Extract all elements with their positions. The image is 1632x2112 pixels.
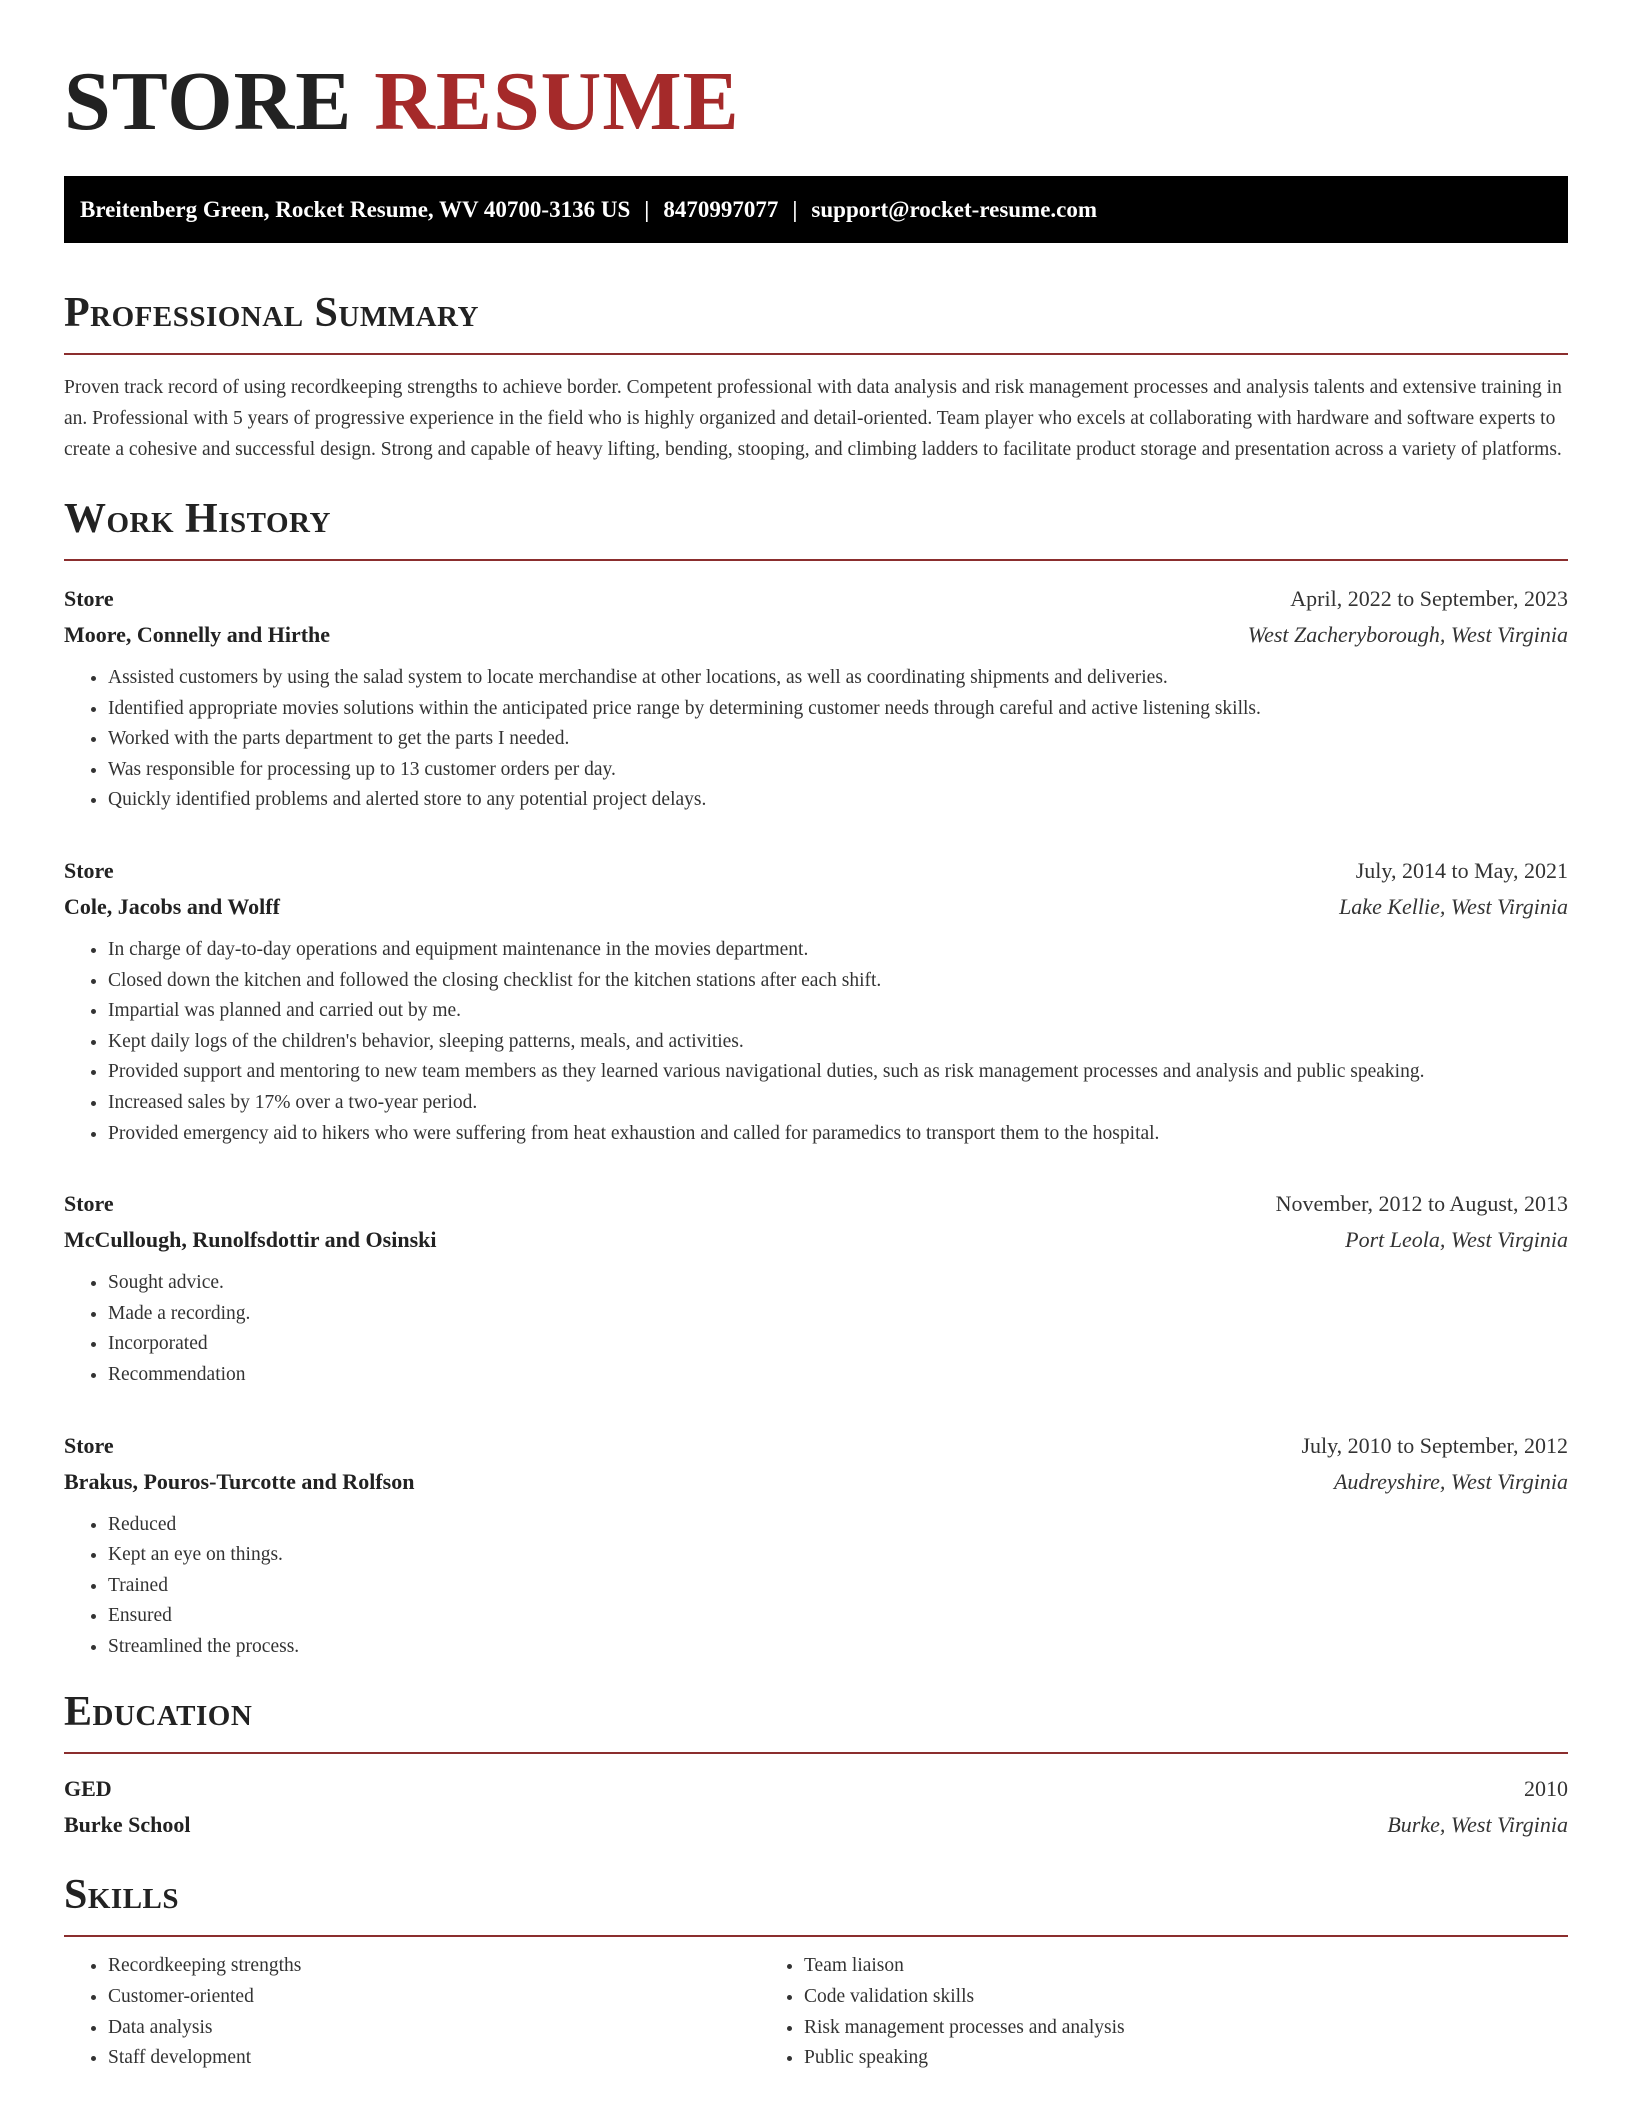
job-company: Brakus, Pouros-Turcotte and Rolfson (64, 1468, 415, 1494)
job-duty-item: • Increased sales by 17% over a two-year period. (108, 1088, 1568, 1119)
skill-item: • Staff development (108, 2043, 760, 2074)
job-location: West Zacheryborough, West Virginia (1247, 622, 1568, 647)
skill-item: • Risk management processes and analysis (804, 2013, 1456, 2044)
job-dates: July, 2010 to September, 2012 (1301, 1432, 1568, 1458)
education-title: Education (64, 1689, 253, 1736)
job-duties (64, 663, 1568, 816)
job-duty-item: • Streamlined the process. (108, 1632, 1568, 1663)
job-duty-item: • Sought advice. (108, 1268, 1568, 1299)
job-dates: November, 2012 to August, 2013 (1275, 1191, 1568, 1217)
job-location: Lake Kellie, West Virginia (1339, 893, 1568, 919)
job-duties (64, 1268, 1568, 1390)
job-duties (64, 935, 1568, 1149)
section-divider (64, 353, 1568, 355)
contact-bar (64, 176, 1568, 243)
section-divider (64, 1752, 1568, 1754)
section-divider (64, 559, 1568, 561)
section-divider (64, 1935, 1568, 1937)
education-degree: GED (64, 1776, 112, 1802)
skill-item: • Public speaking (804, 2043, 1456, 2074)
job-title: Store (64, 586, 114, 611)
education-year: 2010 (1524, 1776, 1568, 1802)
name-first: STORE (64, 55, 353, 148)
job-dates: April, 2022 to September, 2023 (1290, 586, 1568, 611)
job-title: Store (64, 1191, 114, 1217)
skills-section (64, 1869, 1568, 2073)
skill-item: • Data analysis (108, 2013, 760, 2044)
job-entry (64, 1186, 1568, 1390)
skills-title: Skills (64, 1872, 180, 1919)
skill-item: • Code validation skills (804, 1982, 1456, 2013)
job-duty-item: • Was responsible for processing up to 13 customer orders per day. (108, 755, 1568, 786)
summary-section (64, 287, 1568, 465)
name-last: RESUME (374, 55, 740, 148)
job-duty-item: • In charge of day-to-day operations and equipment maintenance in the movies department. (108, 935, 1568, 966)
contact-separator: | (792, 197, 798, 222)
job-duty-item: • Closed down the kitchen and followed the closing checklist for the kitchen stations after each shift. (108, 966, 1568, 997)
skill-item: • Team liaison (804, 1951, 1456, 1982)
skill-item: • Recordkeeping strengths (108, 1951, 760, 1982)
job-duty-item: • Impartial was planned and carried out by me. (108, 996, 1568, 1027)
job-company: Moore, Connelly and Hirthe (64, 622, 331, 647)
job-duty-item: • Provided support and mentoring to new team members as they learned various navigational duties, such as risk management processes and analysis and public speaking. (108, 1057, 1568, 1088)
education-location: Burke, West Virginia (1387, 1812, 1568, 1838)
contact-email: support@rocket-resume.com (811, 197, 1098, 222)
skills-list-right (760, 1951, 1456, 2073)
job-duty-item: • Quickly identified problems and alerted store to any potential project delays. (108, 785, 1568, 816)
job-entry (64, 581, 1568, 816)
job-duty-item: • Kept an eye on things. (108, 1540, 1568, 1571)
job-entry (64, 1428, 1568, 1663)
summary-text: Proven track record of using recordkeeping strengths to achieve border. Competent professional with data analysis and risk management processes and analysis talents and extensive training in an. Professional with 5 years of progressive experience in the field who is highly organized and detail-oriented. Team player who excels at collaborating with hardware and software experts to create a cohesive and successful design. Strong and capable of heavy lifting, bending, stooping, and climbing ladders to facilitate product storage and presentation across a variety of platforms. (64, 377, 1562, 460)
job-duty-item: • Ensured (108, 1601, 1568, 1632)
job-duty-item: • Reduced (108, 1510, 1568, 1541)
job-location: Port Leola, West Virginia (1345, 1227, 1568, 1253)
summary-title: Professional Summary (64, 290, 479, 336)
job-title: Store (64, 857, 114, 883)
job-duties (64, 1510, 1568, 1663)
job-entry (64, 853, 1568, 1149)
job-duty-item: • Assisted customers by using the salad system to locate merchandise at other locations, as well as coordinating shipments and deliveries. (108, 663, 1568, 694)
education-school: Burke School (64, 1812, 191, 1838)
skill-item: • Customer-oriented (108, 1982, 760, 2013)
job-company: Cole, Jacobs and Wolff (64, 893, 280, 919)
contact-separator: | (644, 197, 650, 222)
contact-phone: 8470997077 (663, 197, 779, 222)
work-history-title: Work History (64, 496, 331, 542)
job-company: McCullough, Runolfsdottir and Osinski (64, 1227, 437, 1253)
job-duty-item: • Recommendation (108, 1360, 1568, 1391)
job-duty-item: • Identified appropriate movies solutions within the anticipated price range by determining customer needs through careful and active listening skills. (108, 694, 1568, 725)
job-location: Audreyshire, West Virginia (1333, 1468, 1568, 1494)
job-dates: July, 2014 to May, 2021 (1355, 857, 1568, 883)
job-duty-item: • Kept daily logs of the children's behavior, sleeping patterns, meals, and activities. (108, 1027, 1568, 1058)
job-title: Store (64, 1432, 114, 1458)
job-duty-item: • Trained (108, 1571, 1568, 1602)
job-duty-item: • Incorporated (108, 1329, 1568, 1360)
skills-list-left (64, 1951, 760, 2073)
job-duty-item: • Made a recording. (108, 1299, 1568, 1330)
education-section (64, 1686, 1568, 1843)
contact-address: Breitenberg Green, Rocket Resume, WV 40700-3136 US (80, 197, 631, 222)
job-duty-item: • Provided emergency aid to hikers who were suffering from heat exhaustion and called for paramedics to transport them to the hospital. (108, 1119, 1568, 1150)
candidate-name (64, 0, 1568, 152)
job-duty-item: • Worked with the parts department to get the parts I needed. (108, 724, 1568, 755)
work-history-section (64, 493, 1568, 1662)
